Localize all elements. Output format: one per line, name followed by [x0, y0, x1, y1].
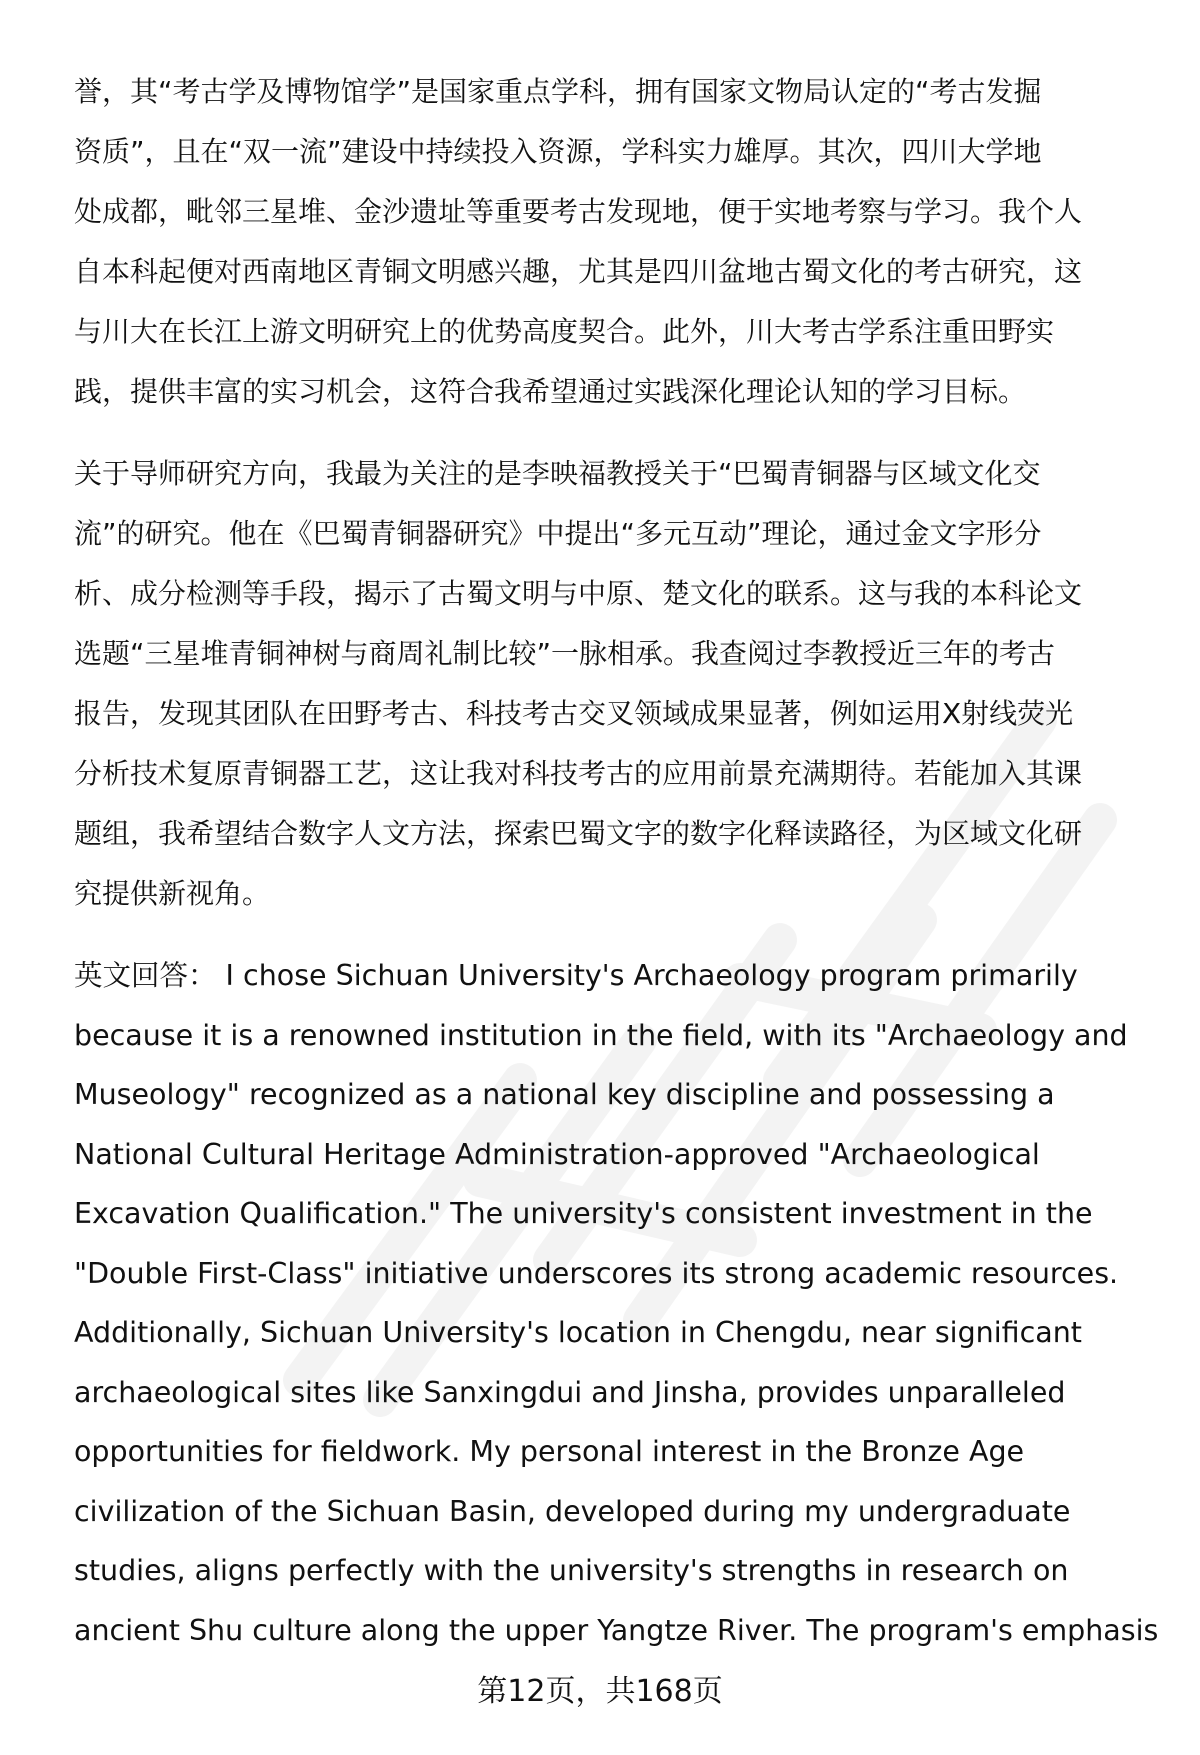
- text-line: studies, aligns perfectly with the university's strengths in research on: [74, 1554, 1069, 1587]
- text-line: 自本科起便对西南地区青铜文明感兴趣，尤其是四川盆地古蜀文化的考古研究，这: [74, 255, 1083, 288]
- text-line: 报告，发现其团队在田野考古、科技考古交叉领域成果显著，例如运用X射线荧光: [74, 697, 1074, 730]
- text-line: 关于导师研究方向，我最为关注的是李映福教授关于“巴蜀青铜器与区域文化交: [74, 457, 1041, 490]
- paragraph-english-answer: [74, 946, 1159, 1660]
- text-line: Museology" recognized as a national key discipline and possessing a: [74, 1078, 1055, 1111]
- text-line: 英文回答： I chose Sichuan University's Archaeology program primarily: [74, 959, 1078, 992]
- text-line: 究提供新视角。: [74, 877, 271, 910]
- paragraph-advisor-research: [74, 444, 1154, 924]
- text-line: 践，提供丰富的实习机会，这符合我希望通过实践深化理论认知的学习目标。: [74, 375, 1027, 408]
- text-line: 处成都，毗邻三星堆、金沙遗址等重要考古发现地，便于实地考察与学习。我个人: [74, 195, 1083, 228]
- text-line: civilization of the Sichuan Basin, developed during my undergraduate: [74, 1494, 1071, 1528]
- text-line: because it is a renowned institution in the field, with its "Archaeology and: [74, 1018, 1128, 1052]
- text-line: 析、成分检测等手段，揭示了古蜀文明与中原、楚文化的联系。这与我的本科论文: [74, 577, 1083, 610]
- text-line: 誉，其“考古学及博物馆学”是国家重点学科，拥有国家文物局认定的“考古发掘: [74, 75, 1042, 108]
- text-line: 资质”，且在“双一流”建设中持续投入资源，学科实力雄厚。其次，四川大学地: [74, 135, 1042, 168]
- text-line: Additionally, Sichuan University's location in Chengdu, near significant: [74, 1316, 1082, 1349]
- text-line: Excavation Qualification." The university's consistent investment in the: [74, 1197, 1093, 1230]
- document-body: [74, 62, 1159, 1660]
- text-line: 分析技术复原青铜器工艺，这让我对科技考古的应用前景充满期待。若能加入其课: [74, 757, 1083, 790]
- paragraph-program-reasons: [74, 62, 1154, 422]
- text-line: 与川大在长江上游文明研究上的优势高度契合。此外，川大考古学系注重田野实: [74, 315, 1055, 348]
- text-line: 流”的研究。他在《巴蜀青铜器研究》中提出“多元互动”理论，通过金文字形分: [74, 517, 1042, 550]
- text-line: ancient Shu culture along the upper Yangtze River. The program's emphasis: [74, 1613, 1159, 1647]
- text-line: 选题“三星堆青铜神树与商周礼制比较”一脉相承。我查阅过李教授近三年的考古: [74, 637, 1056, 670]
- text-line: National Cultural Heritage Administration-approved "Archaeological: [74, 1137, 1040, 1171]
- text-line: "Double First-Class" initiative underscores its strong academic resources.: [74, 1256, 1119, 1290]
- text-line: archaeological sites like Sanxingdui and Jinsha, provides unparalleled: [74, 1375, 1066, 1409]
- text-line: opportunities for fieldwork. My personal interest in the Bronze Age: [74, 1435, 1025, 1468]
- page-number: 第12页，共168页: [477, 1674, 723, 1709]
- text-line: 题组，我希望结合数字人文方法，探索巴蜀文字的数字化释读路径，为区域文化研: [74, 817, 1083, 850]
